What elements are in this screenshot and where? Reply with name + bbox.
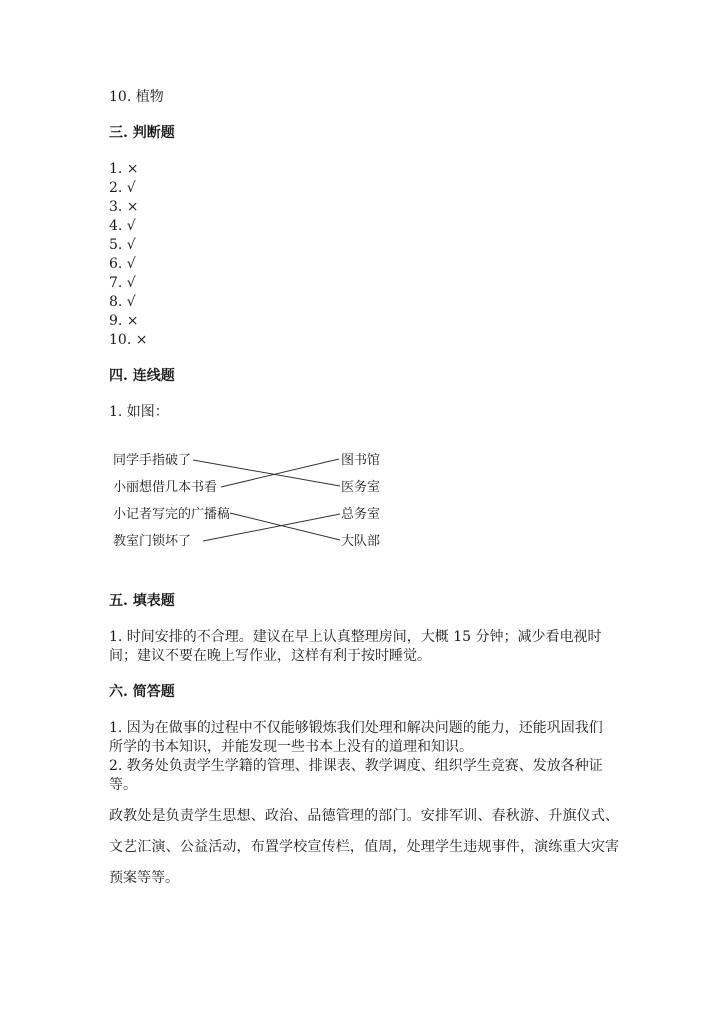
section-heading-judgement: 三. 判断题 [109,125,175,141]
judgement-answer: 10. × [109,332,148,348]
short-answer-1: 1. 因为在做事的过程中不仅能够锻炼我们处理和解决问题的能力，还能巩固我们所学的书本知识，并能发现一些书本上没有的道理和知识。 [109,720,603,755]
judgement-answer: 2. √ [109,180,136,196]
section-heading-fill-table: 五. 填表题 [109,593,175,609]
judgement-answer: 1. × [109,161,139,177]
right-item-1: 图书馆 [341,453,381,468]
judgement-answer: 7. √ [109,275,136,291]
judgement-answer: 4. √ [109,218,136,234]
matching-diagram-svg [0,440,720,560]
judgement-answer: 8. √ [109,294,136,310]
matching-diagram [0,440,720,560]
section-heading-short-answer: 六. 简答题 [109,684,175,700]
left-item-4: 教室门锁坏了 [113,534,192,549]
right-item-2: 医务室 [341,480,381,495]
left-item-3: 小记者写完的广播稿 [113,507,231,522]
right-item-4: 大队部 [341,534,381,549]
fill-table-answer: 1. 时间安排的不合理。建议在早上认真整理房间，大概 15 分钟；减少看电视时间；建议不要在晚上写作业，这样有利于按时睡觉。 [109,629,602,664]
short-answer-3: 政教处是负责学生思想、政治、品德管理的部门。安排军训、春秋游、升旗仪式、文艺汇演、公益活动，布置学校宣传栏，值周，处理学生违规事件，演练重大灾害预案等等。 [109,808,619,886]
left-item-2: 小丽想借几本书看 [113,480,218,495]
section-heading-matching: 四. 连线题 [109,368,175,384]
right-item-3: 总务室 [341,507,381,522]
answer-item-10-section2: 10. 植物 [109,89,164,105]
judgement-answer: 3. × [109,199,139,215]
judgement-answer: 5. √ [109,237,136,253]
judgement-answer: 9. × [109,313,139,329]
judgement-answer: 6. √ [109,256,136,272]
left-item-1: 同学手指破了 [113,453,192,468]
short-answer-2: 2. 教务处负责学生学籍的管理、排课表、教学调度、组织学生竞赛、发放各种证等。 [109,758,603,793]
matching-intro: 1. 如图： [109,404,169,420]
